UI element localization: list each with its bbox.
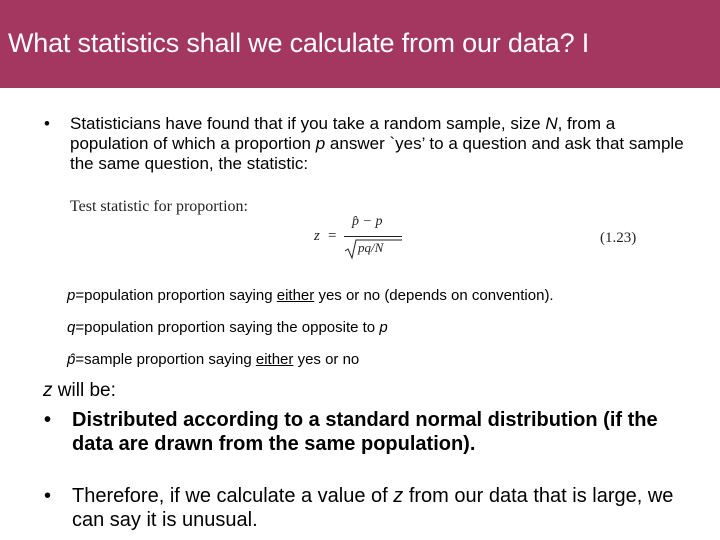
definition-phat bbox=[67, 351, 359, 368]
definition-phat-text-end: yes or no bbox=[293, 351, 360, 368]
z-symbol: z bbox=[43, 380, 53, 401]
intro-text-1: Statisticians have found that if you take a random sample, size bbox=[70, 114, 546, 133]
formula-caption: Test statistic for proportion: bbox=[70, 198, 248, 215]
therefore-text-2: from our data that is large, we can say it is unusual. bbox=[72, 485, 674, 531]
intro-text-2: , from a population of which a proportion bbox=[70, 114, 616, 153]
formula-denominator-text: pq/N bbox=[358, 240, 384, 255]
equation-number: (1.23) bbox=[600, 230, 637, 246]
definition-p bbox=[67, 287, 554, 304]
bullet-intro bbox=[44, 114, 684, 174]
definition-q-text: =population proportion saying the opposite to bbox=[75, 319, 380, 336]
title-bar bbox=[0, 0, 720, 88]
bullet-marker: • bbox=[44, 114, 50, 133]
therefore-text-1: Therefore, if we calculate a value of bbox=[72, 485, 394, 507]
formula-image bbox=[66, 196, 656, 262]
z-will-be-line bbox=[43, 380, 116, 402]
z-will-be-text: will be: bbox=[52, 380, 116, 401]
fraction-bar bbox=[344, 236, 402, 237]
definition-q bbox=[67, 319, 388, 336]
formula-denominator bbox=[344, 238, 402, 260]
bullet-intro-text bbox=[70, 114, 684, 174]
bullet-therefore bbox=[44, 484, 684, 532]
slide-title: What statistics shall we calculate from our data? I bbox=[8, 28, 590, 58]
definition-q-symbol: q bbox=[67, 319, 76, 336]
therefore-z-symbol: z bbox=[393, 485, 404, 507]
definition-phat-emph: either bbox=[255, 351, 294, 368]
bullet-distribution-text: Distributed according to a standard normal distribution (if the data are drawn from the same population). bbox=[72, 409, 658, 455]
intro-text-3: answer `yes’ to a question and ask that sample the same question, the statistic: bbox=[70, 134, 684, 173]
bullet-distribution bbox=[44, 408, 684, 456]
definition-phat-text: =sample proportion saying bbox=[75, 351, 256, 368]
definition-p-text-end: yes or no (depends on convention). bbox=[314, 287, 554, 304]
definition-p-emph: either bbox=[276, 287, 315, 304]
formula-numerator: p̂ − p bbox=[352, 214, 383, 229]
bullet-marker: • bbox=[44, 485, 52, 507]
definition-phat-symbol: p̂ bbox=[67, 351, 76, 368]
definition-p-text: =population proportion saying bbox=[75, 287, 277, 304]
formula-equals: = bbox=[328, 228, 337, 244]
definition-p-symbol: p bbox=[67, 287, 76, 304]
formula-fraction bbox=[344, 214, 402, 260]
symbol-p: p bbox=[315, 134, 326, 153]
definition-q-ref: p bbox=[379, 319, 388, 336]
bullet-marker: • bbox=[44, 409, 52, 431]
formula-lhs: z bbox=[314, 228, 320, 244]
bullet-therefore-text bbox=[72, 484, 684, 532]
symbol-N: N bbox=[545, 114, 558, 133]
